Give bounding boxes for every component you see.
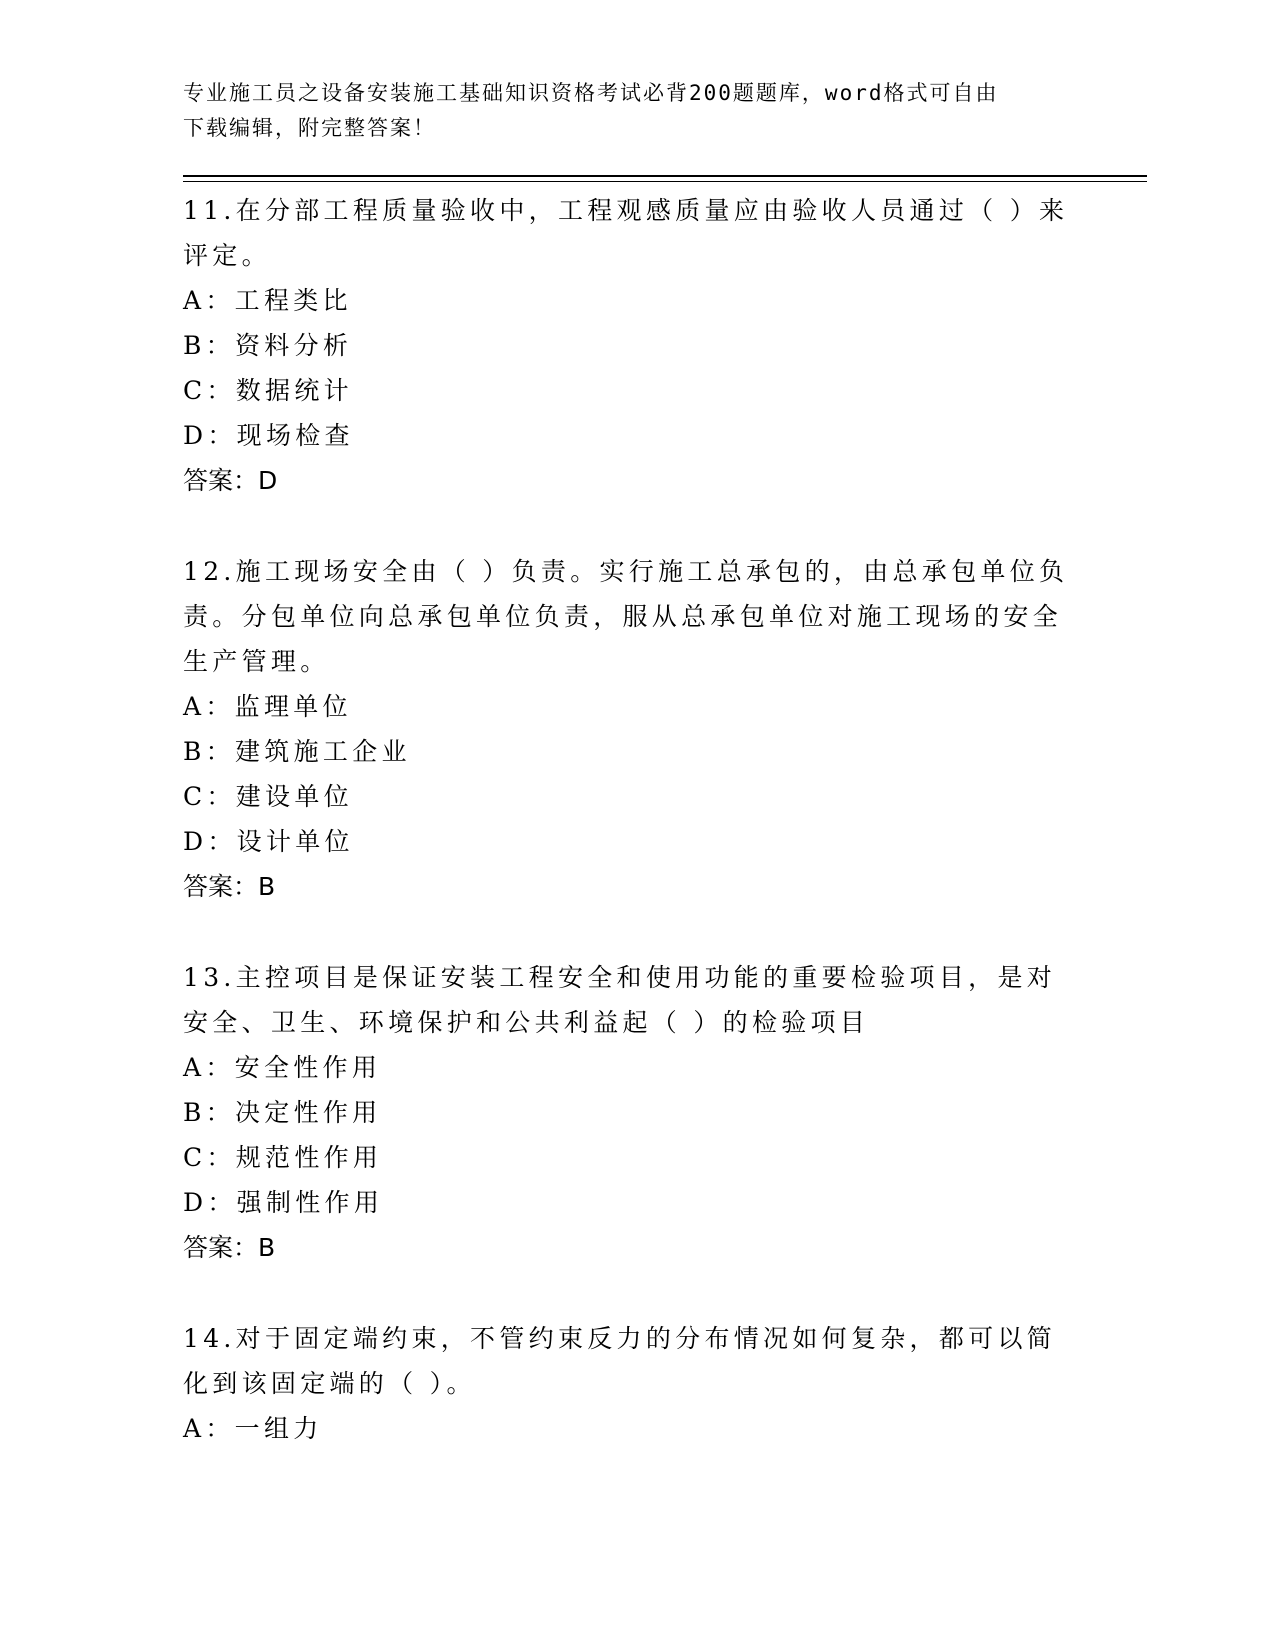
- answer: 答案：D: [183, 466, 278, 495]
- question-13: [183, 955, 1083, 1270]
- option-a: A：安全性作用: [183, 1053, 382, 1082]
- option-b: B：资料分析: [183, 331, 353, 360]
- header-divider-thick: [183, 175, 1147, 177]
- question-11: [183, 188, 1083, 503]
- option-b: B：建筑施工企业: [183, 737, 411, 766]
- header-title-line-2: 下载编辑，附完整答案！: [183, 116, 436, 140]
- option-d: D：强制性作用: [183, 1188, 384, 1217]
- header-title-line-1: 专业施工员之设备安装施工基础知识资格考试必背200题题库，word格式可自由: [183, 81, 999, 105]
- option-b: B：决定性作用: [183, 1098, 382, 1127]
- document-header: [183, 76, 1083, 146]
- question-stem: 14.对于固定端约束，不管约束反力的分布情况如何复杂，都可以简化到该固定端的（ ）。: [183, 1324, 1057, 1398]
- answer: 答案：B: [183, 1233, 276, 1262]
- question-stem: 11.在分部工程质量验收中，工程观感质量应由验收人员通过（ ）来评定。: [183, 196, 1069, 270]
- option-c: C：数据统计: [183, 376, 353, 405]
- question-12: [183, 549, 1083, 909]
- option-c: C：规范性作用: [183, 1143, 383, 1172]
- option-a: A：一组力: [183, 1414, 323, 1443]
- option-a: A：工程类比: [183, 286, 352, 315]
- header-divider-thin: [183, 181, 1147, 182]
- answer: 答案：B: [183, 872, 276, 901]
- option-d: D：现场检查: [183, 421, 354, 450]
- question-list: [183, 188, 1083, 1497]
- option-d: D：设计单位: [183, 827, 354, 856]
- question-stem: 12.施工现场安全由（ ）负责。实行施工总承包的，由总承包单位负责。分包单位向总承包单位负责，服从总承包单位对施工现场的安全生产管理。: [183, 557, 1069, 676]
- question-stem: 13.主控项目是保证安装工程安全和使用功能的重要检验项目，是对安全、卫生、环境保护和公共利益起（ ）的检验项目: [183, 963, 1057, 1037]
- option-a: A：监理单位: [183, 692, 352, 721]
- option-c: C：建设单位: [183, 782, 353, 811]
- question-14: [183, 1316, 1083, 1451]
